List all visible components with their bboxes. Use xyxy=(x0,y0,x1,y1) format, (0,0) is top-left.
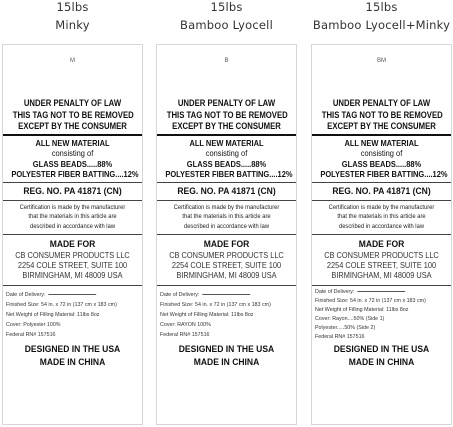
product-name: Bamboo Lyocell xyxy=(180,18,273,32)
made-in-line: MADE IN CHINA xyxy=(348,356,415,368)
delivery-date-line: Date of Delivery: xyxy=(160,290,282,300)
law-tag xyxy=(156,44,297,425)
material-line: GLASS BEADS.....88% xyxy=(32,158,113,169)
divider xyxy=(157,200,296,201)
divider xyxy=(312,285,451,286)
certification-line: that the materials in this article are xyxy=(182,213,271,221)
material-block xyxy=(3,138,142,180)
material-line: POLYESTER FIBER BATTING....12% xyxy=(11,169,139,179)
company-block xyxy=(157,250,296,280)
detail-line: Net Weight of Filling Material: 11lbs 8oz xyxy=(6,311,100,318)
penalty-line: EXCEPT BY THE CONSUMER xyxy=(172,121,281,131)
origin-block xyxy=(3,340,142,369)
made-for-heading: MADE FOR xyxy=(203,238,250,250)
detail-line: Federal RN# 157516 xyxy=(160,331,210,338)
detail-line: Net Weight of Filling Material: 11lbs 8oz xyxy=(315,306,409,313)
product-name: Bamboo Lyocell+Minky xyxy=(312,18,451,32)
product-caption xyxy=(2,1,143,32)
detail-line: Cover: RAYON 100% xyxy=(160,321,211,328)
tag-code: M xyxy=(70,58,75,64)
certification-line: Certification is made by the manufacturer xyxy=(173,203,280,211)
penalty-line: EXCEPT BY THE CONSUMER xyxy=(327,121,436,131)
company-line: CB CONSUMER PRODUCTS LLC xyxy=(324,249,439,260)
divider xyxy=(157,134,296,136)
company-line: CB CONSUMER PRODUCTS LLC xyxy=(169,249,284,260)
certification-block xyxy=(157,203,296,232)
law-tag xyxy=(311,44,452,425)
divider xyxy=(157,234,296,235)
product-weight: 15lbs xyxy=(365,0,398,14)
tag-code: BM xyxy=(377,58,386,64)
product-column-minky xyxy=(2,0,143,368)
certification-line: that the materials in this article are xyxy=(337,213,426,221)
penalty-line: THIS TAG NOT TO BE REMOVED xyxy=(166,109,288,120)
material-block xyxy=(157,138,296,180)
divider xyxy=(3,285,142,286)
detail-line: Federal RN# 157516 xyxy=(315,333,365,340)
divider xyxy=(3,182,142,183)
product-caption xyxy=(311,1,452,32)
material-line: consisting of xyxy=(360,148,403,158)
detail-line: Polyester.....50% (Side 2) xyxy=(315,324,376,331)
registration-number: REG. NO. PA 41871 (CN) xyxy=(177,185,276,197)
penalty-line: UNDER PENALTY OF LAW xyxy=(177,98,276,108)
certification-line: described in accordance with law xyxy=(338,223,425,231)
made-in-line: MADE IN CHINA xyxy=(39,356,106,368)
divider xyxy=(312,134,451,136)
material-line: POLYESTER FIBER BATTING....12% xyxy=(165,169,293,179)
law-tag xyxy=(2,44,143,425)
divider xyxy=(3,234,142,235)
designed-line: DESIGNED IN THE USA xyxy=(178,343,275,355)
penalty-line: UNDER PENALTY OF LAW xyxy=(23,98,122,108)
company-line: CB CONSUMER PRODUCTS LLC xyxy=(15,249,130,260)
divider xyxy=(312,200,451,201)
divider xyxy=(157,285,296,286)
product-name: Minky xyxy=(55,18,90,32)
material-line: ALL NEW MATERIAL xyxy=(344,137,419,148)
product-column-bamboo-lyocell-minky xyxy=(311,0,452,368)
detail-line: Cover: Rayon....50% (Side 1) xyxy=(315,315,385,322)
divider xyxy=(312,182,451,183)
made-in-line: MADE IN CHINA xyxy=(193,356,260,368)
company-line: 2254 COLE STREET, SUITE 100 xyxy=(171,259,282,270)
penalty-line: THIS TAG NOT TO BE REMOVED xyxy=(321,109,443,120)
company-line: 2254 COLE STREET, SUITE 100 xyxy=(17,259,128,270)
product-column-bamboo-lyocell xyxy=(156,0,297,368)
penalty-block xyxy=(312,98,451,133)
penalty-line: THIS TAG NOT TO BE REMOVED xyxy=(12,109,134,120)
detail-line: Cover: Polyester 100% xyxy=(6,321,61,328)
divider xyxy=(3,200,142,201)
detail-line: Federal RN# 157516 xyxy=(6,331,56,338)
company-line: BIRMINGHAM, MI 48009 USA xyxy=(22,269,123,280)
penalty-line: EXCEPT BY THE CONSUMER xyxy=(18,121,127,131)
details-block xyxy=(3,288,142,340)
material-block xyxy=(312,138,451,180)
made-for-heading: MADE FOR xyxy=(49,238,96,250)
material-line: ALL NEW MATERIAL xyxy=(189,137,264,148)
divider xyxy=(312,234,451,235)
certification-line: Certification is made by the manufacturer xyxy=(19,203,126,211)
designed-line: DESIGNED IN THE USA xyxy=(333,343,430,355)
detail-line: Finished Size: 54 in. x 72 in (137 cm x 183 cm) xyxy=(160,301,271,308)
certification-line: described in accordance with law xyxy=(29,223,116,231)
origin-block xyxy=(312,342,451,369)
divider xyxy=(3,134,142,136)
penalty-line: UNDER PENALTY OF LAW xyxy=(332,98,431,108)
designed-line: DESIGNED IN THE USA xyxy=(24,343,121,355)
details-block xyxy=(157,288,296,340)
details-block xyxy=(312,288,451,342)
material-line: POLYESTER FIBER BATTING....12% xyxy=(320,169,448,179)
certification-line: Certification is made by the manufacturer xyxy=(328,203,435,211)
certification-block xyxy=(3,203,142,232)
certification-line: described in accordance with law xyxy=(183,223,270,231)
divider xyxy=(157,182,296,183)
company-block xyxy=(3,250,142,280)
product-caption xyxy=(156,1,297,32)
material-line: consisting of xyxy=(51,148,94,158)
registration-number: REG. NO. PA 41871 (CN) xyxy=(23,185,122,197)
company-block xyxy=(312,250,451,280)
delivery-date-line: Date of Delivery: xyxy=(6,290,128,300)
delivery-date-line: Date of Delivery: xyxy=(315,288,437,297)
certification-block xyxy=(312,203,451,232)
product-weight: 15lbs xyxy=(210,0,243,14)
penalty-block xyxy=(157,98,296,133)
origin-block xyxy=(157,340,296,369)
penalty-block xyxy=(3,98,142,133)
made-for-heading: MADE FOR xyxy=(358,238,405,250)
tag-code: B xyxy=(224,58,229,64)
detail-line: Finished Size: 54 in. x 72 in (137 cm x 183 cm) xyxy=(6,301,117,308)
company-line: BIRMINGHAM, MI 48009 USA xyxy=(331,269,432,280)
material-line: consisting of xyxy=(205,148,248,158)
company-line: 2254 COLE STREET, SUITE 100 xyxy=(326,259,437,270)
product-weight: 15lbs xyxy=(56,0,89,14)
detail-line: Finished Size: 54 in. x 72 in (137 cm x 183 cm) xyxy=(315,297,426,304)
material-line: ALL NEW MATERIAL xyxy=(35,137,110,148)
certification-line: that the materials in this article are xyxy=(28,213,117,221)
company-line: BIRMINGHAM, MI 48009 USA xyxy=(176,269,277,280)
material-line: GLASS BEADS.....88% xyxy=(341,158,422,169)
registration-number: REG. NO. PA 41871 (CN) xyxy=(332,185,431,197)
material-line: GLASS BEADS.....88% xyxy=(186,158,267,169)
detail-line: Net Weight of Filling Material: 11lbs 8oz xyxy=(160,311,254,318)
